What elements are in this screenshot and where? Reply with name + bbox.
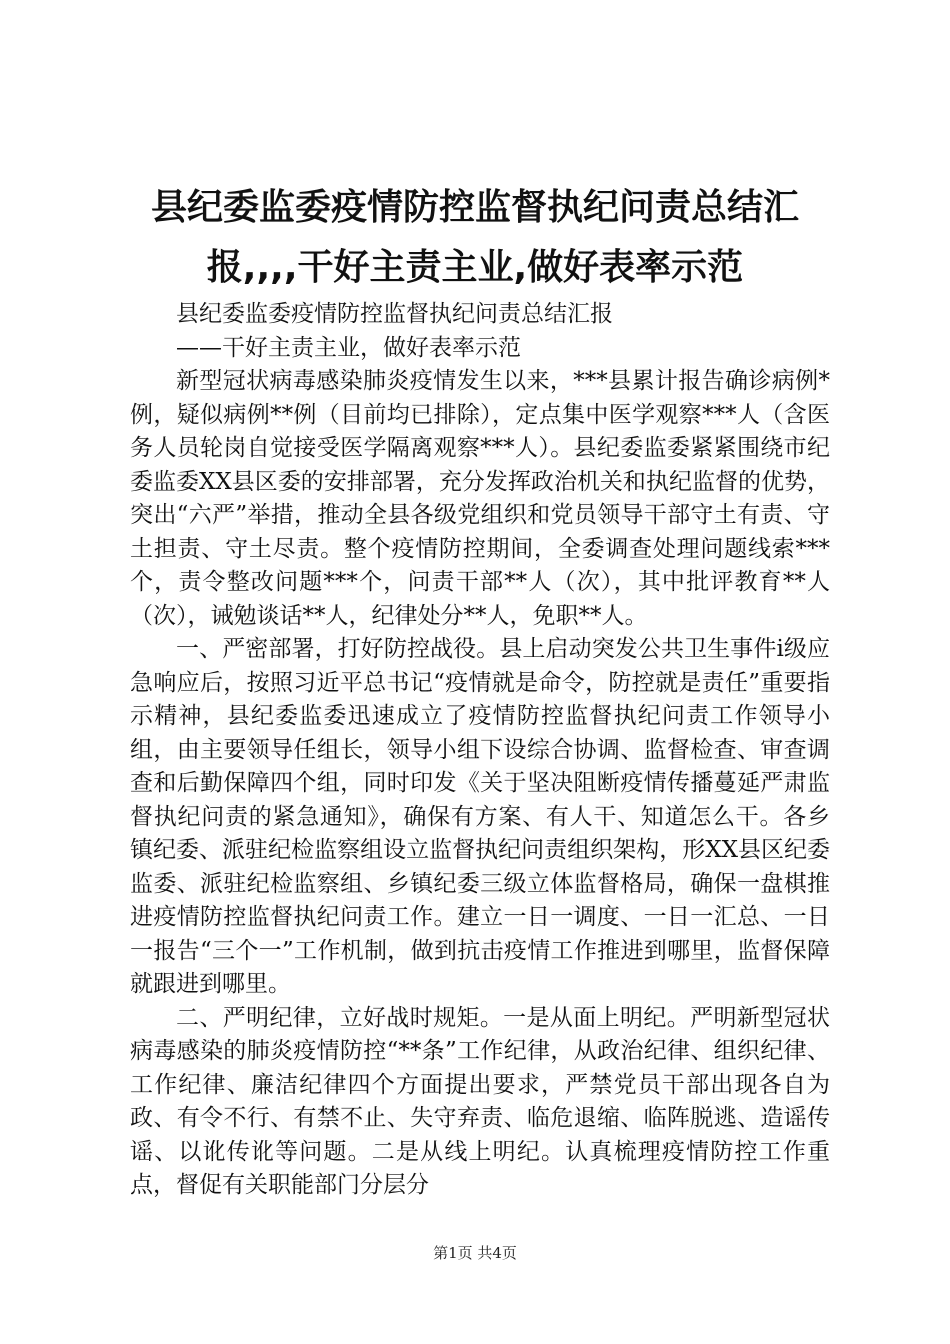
- paragraph-section-1: 一、严密部署，打好防控战役。县上启动突发公共卫生事件ⅰ级应急响应后，按照习近平总书记“疫情就是命令，防控就是责任”重要指示精神，县纪委监委迅速成立了疫情防控监督执纪问责工作领导小组，由主要领导任组长，领导小组下设综合协调、监督检查、审查调查和后勤保障四个组，同时印发《关于坚决阻断疫情传播蔓延严肃监督执纪问责的紧急通知》，确保有方案、有人干、知道怎么干。各乡镇纪委、派驻纪检监察组设立监督执纪问责组织架构，形XX县区纪委监委、派驻纪检监察组、乡镇纪委三级立体监督格局，确保一盘棋推进疫情防控监督执纪问责工作。建立一日一调度、一日一汇总、一日一报告“三个一”工作机制，做到抗击疫情工作推进到哪里，监督保障就跟进到哪里。: [130, 636, 830, 997]
- document-title-line-2: 报,,,,干好主责主业,做好表率示范: [206, 247, 744, 288]
- subtitle-tagline: ——干好主责主业，做好表率示范: [176, 334, 521, 361]
- page-footer: 第1页 共4页: [433, 1244, 517, 1262]
- subtitle-heading: 县纪委监委疫情防控监督执纪问责总结汇报: [176, 301, 613, 327]
- paragraph-intro: 新型冠状病毒感染肺炎疫情发生以来，***县累计报告确诊病例*例，疑似病例**例（目前均已排除），定点集中医学观察***人（含医务人员轮岗自觉接受医学隔离观察***人）。县纪委监委紧紧围绕市纪委监委XX县区委的安排部署，充分发挥政治机关和执纪监督的优势，突出“六严”举措，推动全县各级党组织和党员领导干部守土有责、守土担责、守土尽责。整个疫情防控期间，全委调查处理问题线索***个，责令整改问题***个，问责干部**人（次），其中批评教育**人（次），诫勉谈话**人，纪律处分**人，免职**人。: [130, 368, 830, 629]
- document-title-line-1: 县纪委监委疫情防控监督执纪问责总结汇: [150, 187, 799, 228]
- document-body: [130, 298, 830, 1203]
- paragraph-section-2: 二、严明纪律，立好战时规矩。一是从面上明纪。严明新型冠状病毒感染的肺炎疫情防控“**条”工作纪律，从政治纪律、组织纪律、工作纪律、廉洁纪律四个方面提出要求，严禁党员干部出现各自为政、有令不行、有禁不止、失守弃责、临危退缩、临阵脱逃、造谣传谣、以讹传讹等问题。二是从线上明纪。认真梳理疫情防控工作重点，督促有关职能部门分层分: [130, 1004, 830, 1198]
